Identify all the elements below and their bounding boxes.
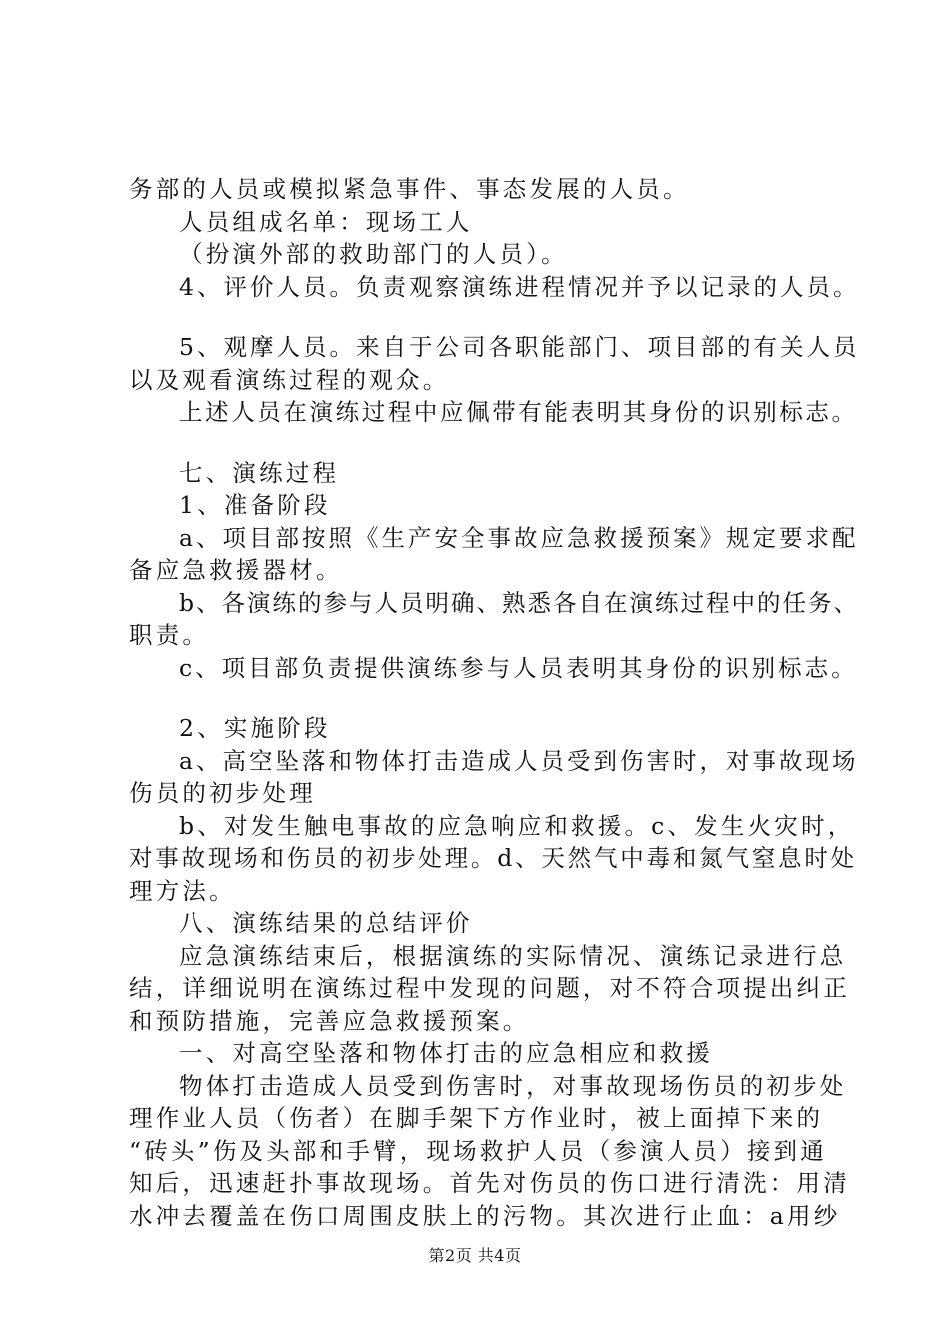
text-line: b、对发生触电事故的应急响应和救援。c、发生火灾时， bbox=[179, 811, 855, 840]
section-heading: 八、演练结果的总结评价 bbox=[179, 909, 473, 937]
text-line: 备应急救援器材。 bbox=[129, 556, 343, 584]
text-line: 4、评价人员。负责观察演练进程情况并予以记录的人员。 bbox=[179, 272, 860, 301]
paragraph-gap bbox=[129, 684, 859, 712]
text-line: 对事故现场和伤员的初步处理。d、天然气中毒和氮气窒息时处 bbox=[129, 844, 857, 872]
text-line: 应急演练结束后，根据演练的实际情况、演练记录进行总 bbox=[179, 941, 847, 970]
text-line: 物体打击造成人员受到伤害时，对事故现场伤员的初步处 bbox=[179, 1071, 847, 1100]
text-line: 职责。 bbox=[129, 621, 210, 649]
paragraph-gap bbox=[129, 429, 859, 457]
text-line: c、项目部负责提供演练参与人员表明其身份的识别标志。 bbox=[179, 653, 858, 682]
paragraph-gap bbox=[129, 303, 859, 331]
text-line: b、各演练的参与人员明确、熟悉各自在演练过程中的任务、 bbox=[179, 588, 860, 617]
text-line: （扮演外部的救助部门的人员）。 bbox=[179, 240, 568, 268]
text-line: 理方法。 bbox=[129, 876, 236, 905]
text-line: a、高空坠落和物体打击造成人员受到伤害时，对事故现场 bbox=[179, 746, 859, 775]
text-line: 结，详细说明在演练过程中发现的问题，对不符合项提出纠正 bbox=[129, 974, 850, 1002]
text-line: 水冲去覆盖在伤口周围皮肤上的污物。其次进行止血：a用纱 bbox=[129, 1201, 841, 1230]
subsection-heading: 2、实施阶段 bbox=[179, 714, 331, 742]
section-heading: 一、对高空坠落和物体打击的应急相应和救援 bbox=[179, 1039, 713, 1067]
text-line: 知后，迅速赶扑事故现场。首先对伤员的伤口进行清洗：用清 bbox=[129, 1169, 850, 1197]
text-line: 5、观摩人员。来自于公司各职能部门、项目部的有关人员 bbox=[179, 333, 860, 361]
section-heading: 七、演练过程 bbox=[179, 458, 340, 487]
text-line: 务部的人员或模拟紧急事件、事态发展的人员。 bbox=[129, 175, 690, 203]
text-line: 和预防措施，完善应急救援预案。 bbox=[129, 1006, 530, 1035]
text-line: a、项目部按照《生产安全事故应急救援预案》规定要求配 bbox=[179, 523, 859, 552]
page-footer bbox=[0, 1243, 950, 1266]
text-line: “砖头”伤及头部和手臂，现场救护人员（参演人员）接到通 bbox=[129, 1136, 827, 1165]
document-body bbox=[129, 173, 859, 1232]
text-line: 人员组成名单：现场工人 bbox=[179, 207, 473, 236]
text-line: 伤员的初步处理 bbox=[129, 779, 316, 807]
text-line: 理作业人员（伤者）在脚手架下方作业时，被上面掉下来的 bbox=[129, 1104, 824, 1132]
text-line: 以及观看演练过程的观众。 bbox=[129, 365, 450, 394]
subsection-heading: 1、准备阶段 bbox=[179, 491, 331, 519]
page-number-label: 第2页 共4页 bbox=[428, 1246, 522, 1265]
text-line: 上述人员在演练过程中应佩带有能表明其身份的识别标志。 bbox=[179, 398, 858, 426]
